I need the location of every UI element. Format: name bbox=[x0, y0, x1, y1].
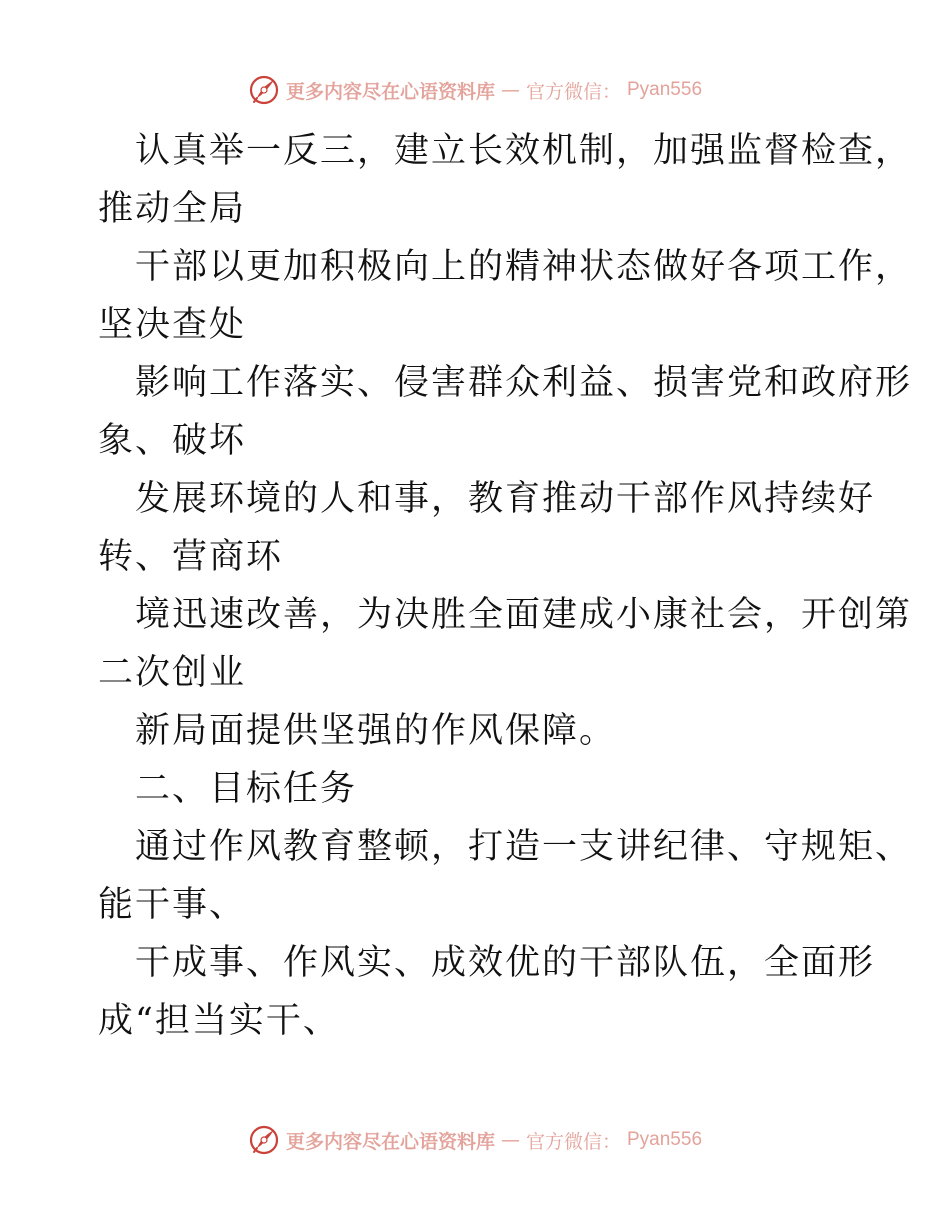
text-line: 能干事、 bbox=[98, 885, 247, 925]
text-line: 二次创业 bbox=[98, 653, 247, 693]
text-line: 通过作风教育整顿，打造一支讲纪律、守规矩、 bbox=[135, 827, 913, 867]
watermark-wechat-id: Pyan556 bbox=[627, 1129, 703, 1150]
watermark-brand: 更多内容尽在心语资料库 bbox=[285, 1130, 495, 1153]
text-line: 发展环境的人和事，教育推动干部作风持续好 bbox=[135, 479, 876, 519]
document-body bbox=[98, 122, 913, 1050]
text-line: 新局面提供坚强的作风保障。 bbox=[135, 711, 617, 751]
text-line: 转、营商环 bbox=[98, 537, 284, 577]
text-line: 干部以更加积极向上的精神状态做好各项工作， bbox=[135, 247, 913, 287]
text-line: 推动全局 bbox=[98, 189, 247, 229]
watermark-brand: 更多内容尽在心语资料库 bbox=[285, 80, 495, 103]
text-line: 影响工作落实、侵害群众利益、损害党和政府形 bbox=[135, 363, 913, 403]
text-line: 认真举一反三，建立长效机制，加强监督检查， bbox=[135, 131, 913, 171]
text-line: 象、破坏 bbox=[98, 421, 247, 461]
watermark-dash: — bbox=[500, 1129, 520, 1151]
text-line: 坚决查处 bbox=[98, 305, 247, 345]
footer-watermark bbox=[0, 1122, 950, 1158]
watermark-wechat-id: Pyan556 bbox=[627, 79, 703, 100]
watermark-dash: — bbox=[500, 79, 520, 101]
text-line: 境迅速改善，为决胜全面建成小康社会，开创第 bbox=[135, 595, 913, 635]
header-watermark bbox=[0, 72, 950, 108]
watermark-contact-label: 官方微信： bbox=[525, 80, 621, 103]
section-heading: 二、目标任务 bbox=[135, 769, 358, 809]
text-line: 干成事、作风实、成效优的干部队伍，全面形 bbox=[135, 943, 876, 983]
quill-logo-icon bbox=[248, 74, 280, 106]
quill-logo-icon bbox=[248, 1124, 280, 1156]
text-line: 成“担当实干、 bbox=[98, 1001, 340, 1041]
watermark-contact-label: 官方微信： bbox=[525, 1130, 621, 1153]
